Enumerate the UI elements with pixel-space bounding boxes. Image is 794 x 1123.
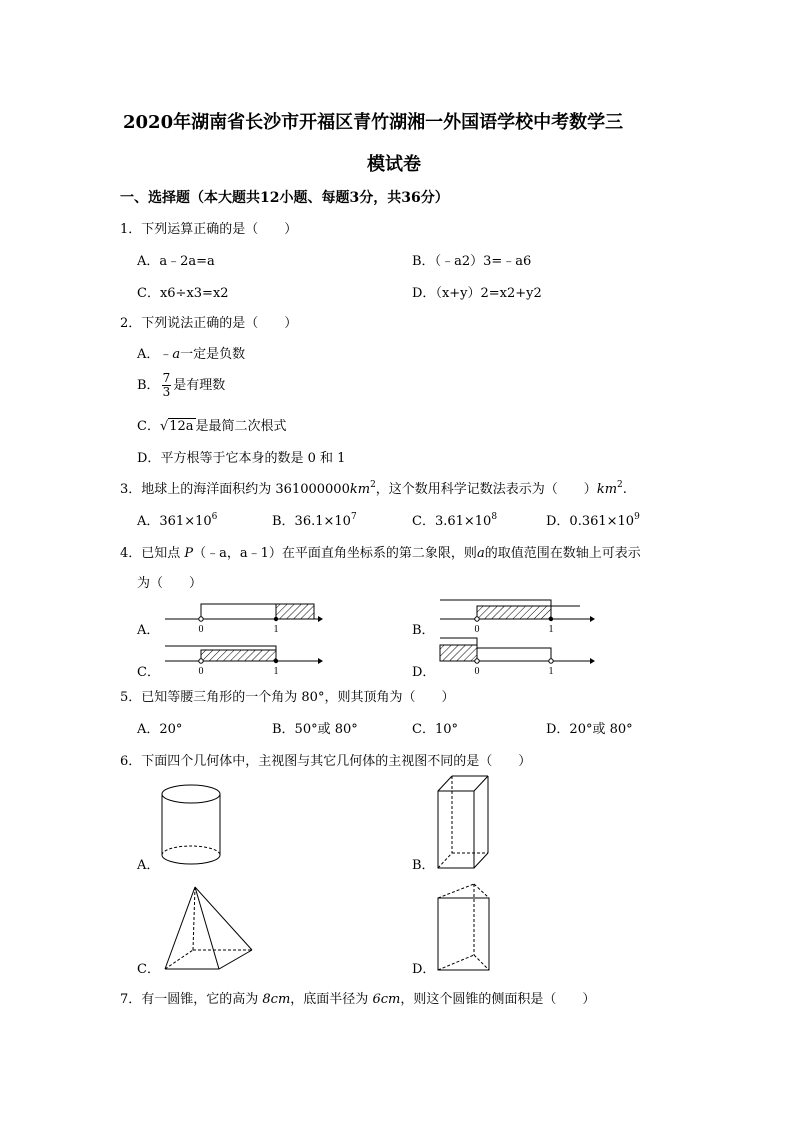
q1-d-label: D． [412, 286, 436, 301]
q3-c-exp: 8 [491, 512, 498, 522]
q6-label-a: A． [137, 858, 160, 873]
q3-stem-b: ，这个数用科学记数法表示为（ ） [375, 482, 597, 497]
q1-c-text: x6÷x3=x2 [159, 286, 229, 301]
q6-label-b: B． [412, 858, 435, 873]
q3-stem-a: 3．地球上的海洋面积约为 361000000 [120, 482, 350, 497]
q7-stem-c: ，则这个圆锥的侧面积是（ ） [400, 992, 596, 1007]
q2-d-label: D． [137, 451, 161, 466]
q5-option-c: C．10° [412, 722, 458, 737]
q2-a-post: 一定是负数 [180, 347, 246, 362]
cylinder-icon [162, 785, 220, 864]
q2-a-label: A． [137, 347, 160, 362]
prism-icon [438, 884, 489, 970]
tick-0-d: 0 [474, 666, 480, 677]
q4-line1-a: 4．已知点 [120, 546, 185, 561]
q4-var: a [476, 546, 485, 561]
q3-c-text: C．3.61×10 [412, 514, 492, 529]
q1-b-label: B． [412, 254, 435, 269]
q6-stem: 6．下面四个几何体中，主视图与其它几何体的主视图不同的是（ ） [120, 754, 532, 769]
q1-d-text: （x+y）2=x2+y2 [435, 286, 542, 301]
q2-a-var: a [172, 347, 181, 362]
q1-a-label: A． [137, 254, 160, 269]
tick-0-b: 0 [474, 624, 480, 635]
q3-d-exp: 9 [634, 512, 640, 522]
q4-line1-b: （﹣a，a﹣1）在平面直角坐标系的第二象限，则 [193, 546, 477, 561]
q1-b-text: （﹣a2）3=﹣a6 [434, 254, 532, 269]
tick-1-a: 1 [273, 624, 279, 635]
q7-height: 8cm [262, 992, 291, 1007]
q1-stem: 1．下列运算正确的是（ ） [120, 222, 298, 237]
cuboid-icon [438, 776, 488, 868]
q3-d-text: D．0.361×10 [546, 514, 635, 529]
tick-0-a: 0 [198, 624, 204, 635]
q1-a-text: a﹣2a=a [159, 254, 215, 269]
q2-b-numerator: 7 [162, 371, 171, 385]
tick-1-d: 1 [548, 666, 554, 677]
q3-b-exp: 7 [350, 512, 357, 522]
q7-stem [120, 988, 595, 1007]
q6-label-c: C． [137, 962, 160, 977]
q5-option-a: A．20° [137, 722, 183, 737]
q2-b-label: B． [137, 378, 160, 393]
q3-exp-2: 2 [617, 480, 623, 490]
q2-d-text: 平方根等于它本身的数是 0 和 1 [160, 451, 346, 466]
q3-b-text: B．36.1×10 [272, 514, 351, 529]
q5-option-b: B．50°或 80° [272, 722, 358, 737]
sqrt-icon: √ [159, 419, 169, 434]
tick-0-c: 0 [198, 666, 204, 677]
q2-c-post: 是最简二次根式 [195, 419, 287, 434]
q5-option-d: D．20°或 80° [546, 722, 633, 737]
q2-b-post: 是有理数 [173, 378, 226, 393]
q3-exp: 2 [370, 480, 376, 490]
q7-radius: 6cm [372, 992, 401, 1007]
tick-1-c: 1 [273, 666, 279, 677]
pyramid-icon [165, 887, 252, 969]
q4-label-c: C． [137, 665, 160, 680]
page-title-line2: 模试卷 [367, 154, 421, 175]
q4-line1-c: 的取值范围在数轴上可表示 [484, 546, 641, 561]
q4-label-b: B． [412, 623, 435, 638]
q1-c-label: C． [137, 286, 160, 301]
q3-stem-end: . [622, 482, 627, 497]
q3-a-text: A．361×10 [137, 514, 212, 529]
q4-point: P [184, 546, 194, 561]
q3-unit: km [349, 482, 371, 497]
q2-c-radicand: 12a [169, 419, 194, 434]
q6-label-d: D． [412, 962, 436, 977]
q2-stem: 2．下列说法正确的是（ ） [120, 316, 298, 331]
q2-a-pre: ﹣ [159, 347, 173, 362]
q7-stem-b: ，底面半径为 [290, 992, 373, 1007]
page-title-line1: 2020年湖南省长沙市开福区青竹湖湘一外国语学校中考数学三 [123, 112, 624, 133]
q3-unit-2: km [596, 482, 618, 497]
q5-stem: 5．已知等腰三角形的一个角为 80°，则其顶角为（ ） [120, 690, 455, 705]
q4-label-a: A． [137, 623, 160, 638]
q3-a-exp: 6 [211, 512, 218, 522]
q2-b-denominator: 3 [162, 385, 171, 399]
q2-c-label: C． [137, 419, 160, 434]
tick-1-b: 1 [548, 624, 554, 635]
q4-label-d: D． [412, 665, 436, 680]
q7-stem-a: 7．有一圆锥，它的高为 [120, 992, 263, 1007]
section-heading: 一、选择题（本大题共12小题、每题3分，共36分） [120, 190, 449, 206]
q4-stem-line2: 为（ ） [137, 576, 203, 591]
